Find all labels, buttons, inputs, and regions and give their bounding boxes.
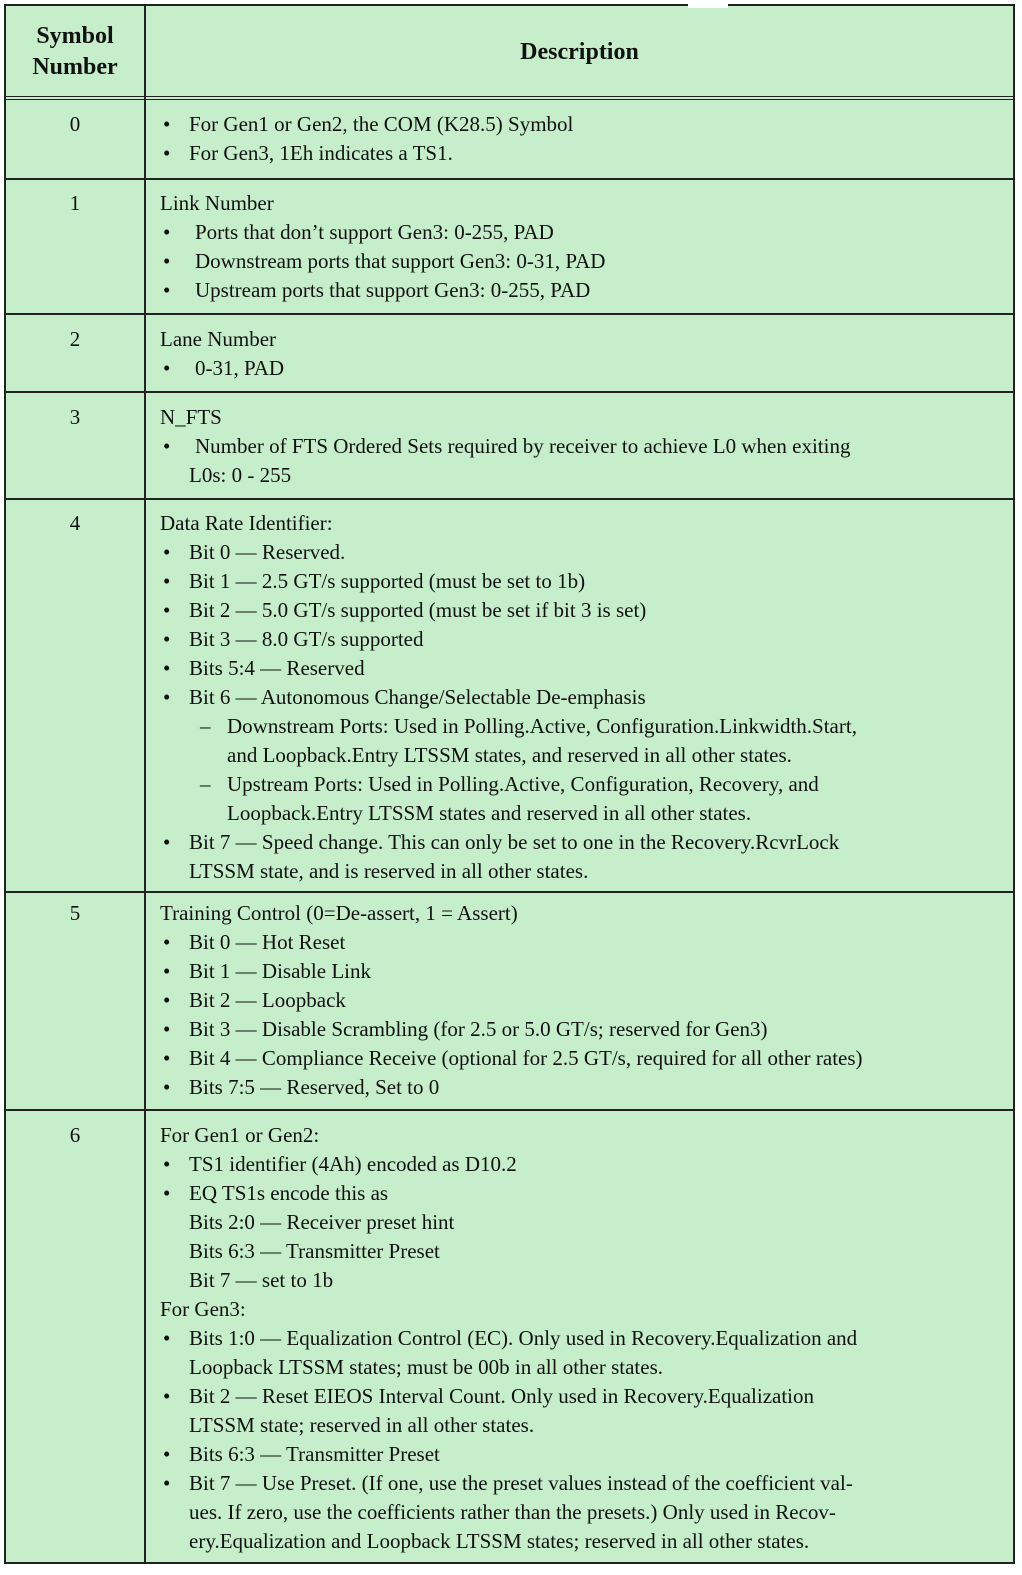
description-2 <box>160 325 999 383</box>
list-item: • Bit 7 — Speed change. This can only be set to one in the Recovery.RcvrLock <box>160 828 999 857</box>
list-item: • Bits 5:4 — Reserved <box>160 654 999 683</box>
description-5 <box>160 899 999 1102</box>
list-item-continuation: Bits 6:3 — Transmitter Preset <box>189 1239 440 1263</box>
list-item-continuation: ery.Equalization and Loopback LTSSM states; reserved in all other states. <box>189 1529 810 1553</box>
column-divider <box>144 6 146 1562</box>
list-item: • TS1 identifier (4Ah) encoded as D10.2 <box>160 1150 999 1179</box>
list-item: • Bit 0 — Reserved. <box>160 538 999 567</box>
list-item: • Bit 1 — 2.5 GT/s supported (must be set to 1b) <box>160 567 999 596</box>
list-heading: Lane Number <box>160 327 277 351</box>
sub-list-item-continuation: and Loopback.Entry LTSSM states, and reserved in all other states. <box>227 743 792 767</box>
sub-list-item-continuation: Loopback.Entry LTSSM states and reserved in all other states. <box>227 801 752 825</box>
list-item-continuation: Loopback LTSSM states; must be 00b in all other states. <box>189 1355 664 1379</box>
symbol-number-2: 2 <box>69 327 81 351</box>
list-item-continuation: LTSSM state; reserved in all other states. <box>189 1413 535 1437</box>
list-item-continuation: LTSSM state, and is reserved in all other states. <box>189 859 589 883</box>
list-heading: Link Number <box>160 191 274 215</box>
row-divider <box>6 891 1013 893</box>
list-item: • Downstream ports that support Gen3: 0-31, PAD <box>160 247 999 276</box>
list-item-continuation: ues. If zero, use the coefficients rather than the presets.) Only used in Recov- <box>189 1500 836 1524</box>
symbol-number-0: 0 <box>69 112 81 136</box>
list-item: • EQ TS1s encode this as <box>160 1179 999 1208</box>
list-item: • Bit 0 — Hot Reset <box>160 928 999 957</box>
row-divider <box>6 1109 1013 1111</box>
description-6 <box>160 1121 999 1556</box>
list-item-continuation: Bit 7 — set to 1b <box>189 1268 334 1292</box>
list-item: • Bits 1:0 — Equalization Control (EC). Only used in Recovery.Equalization and <box>160 1324 999 1353</box>
header-description: Description <box>520 39 639 65</box>
symbol-number-6: 6 <box>69 1123 81 1147</box>
list-item: • Bit 6 — Autonomous Change/Selectable De-emphasis <box>160 683 999 712</box>
list-item-continuation: Bits 2:0 — Receiver preset hint <box>189 1210 455 1234</box>
row-divider <box>6 178 1013 180</box>
list-heading: N_FTS <box>160 405 222 429</box>
list-item: • Upstream ports that support Gen3: 0-255, PAD <box>160 276 999 305</box>
list-item: • 0-31, PAD <box>160 354 999 383</box>
symbol-number-3: 3 <box>69 405 81 429</box>
list-item: • Bit 2 — 5.0 GT/s supported (must be set if bit 3 is set) <box>160 596 999 625</box>
list-heading: For Gen1 or Gen2: <box>160 1123 320 1147</box>
list-item: • Ports that don’t support Gen3: 0-255, PAD <box>160 218 999 247</box>
list-heading: Training Control (0=De-assert, 1 = Assert) <box>160 901 518 925</box>
symbol-number-5: 5 <box>69 901 81 925</box>
list-item: • For Gen1 or Gen2, the COM (K28.5) Symbol <box>160 110 999 139</box>
list-item: • For Gen3, 1Eh indicates a TS1. <box>160 139 999 168</box>
list-item: • Bit 3 — 8.0 GT/s supported <box>160 625 999 654</box>
list-heading: For Gen3: <box>160 1297 246 1321</box>
row-divider <box>6 313 1013 315</box>
list-item: • Bit 3 — Disable Scrambling (for 2.5 or 5.0 GT/s; reserved for Gen3) <box>160 1015 999 1044</box>
list-item: • Bits 6:3 — Transmitter Preset <box>160 1440 999 1469</box>
list-item: • Bit 2 — Loopback <box>160 986 999 1015</box>
list-item-continuation: L0s: 0 - 255 <box>189 463 292 487</box>
symbol-number-1: 1 <box>69 191 81 215</box>
ts1-symbol-table <box>4 4 1015 1564</box>
description-1 <box>160 189 999 305</box>
description-0 <box>160 110 999 168</box>
top-border-gap <box>688 2 728 8</box>
header-rule <box>6 96 1013 100</box>
list-item: • Bit 2 — Reset EIEOS Interval Count. Only used in Recovery.Equalization <box>160 1382 999 1411</box>
sub-list-item: – Upstream Ports: Used in Polling.Active, Configuration, Recovery, and <box>160 770 999 799</box>
row-divider <box>6 498 1013 500</box>
header-symbol-number: Symbol Number <box>32 23 118 80</box>
symbol-number-4: 4 <box>69 511 81 535</box>
list-item: • Number of FTS Ordered Sets required by receiver to achieve L0 when exiting <box>160 432 999 461</box>
sub-list-item: – Downstream Ports: Used in Polling.Active, Configuration.Linkwidth.Start, <box>160 712 999 741</box>
list-item: • Bits 7:5 — Reserved, Set to 0 <box>160 1073 999 1102</box>
description-3 <box>160 403 999 490</box>
list-heading: Data Rate Identifier: <box>160 511 333 535</box>
list-item: • Bit 4 — Compliance Receive (optional for 2.5 GT/s, required for all other rates) <box>160 1044 999 1073</box>
page-edge-mark <box>4 1530 6 1564</box>
description-4 <box>160 509 999 886</box>
list-item: • Bit 1 — Disable Link <box>160 957 999 986</box>
list-item: • Bit 7 — Use Preset. (If one, use the preset values instead of the coefficient val- <box>160 1469 999 1498</box>
row-divider <box>6 391 1013 393</box>
